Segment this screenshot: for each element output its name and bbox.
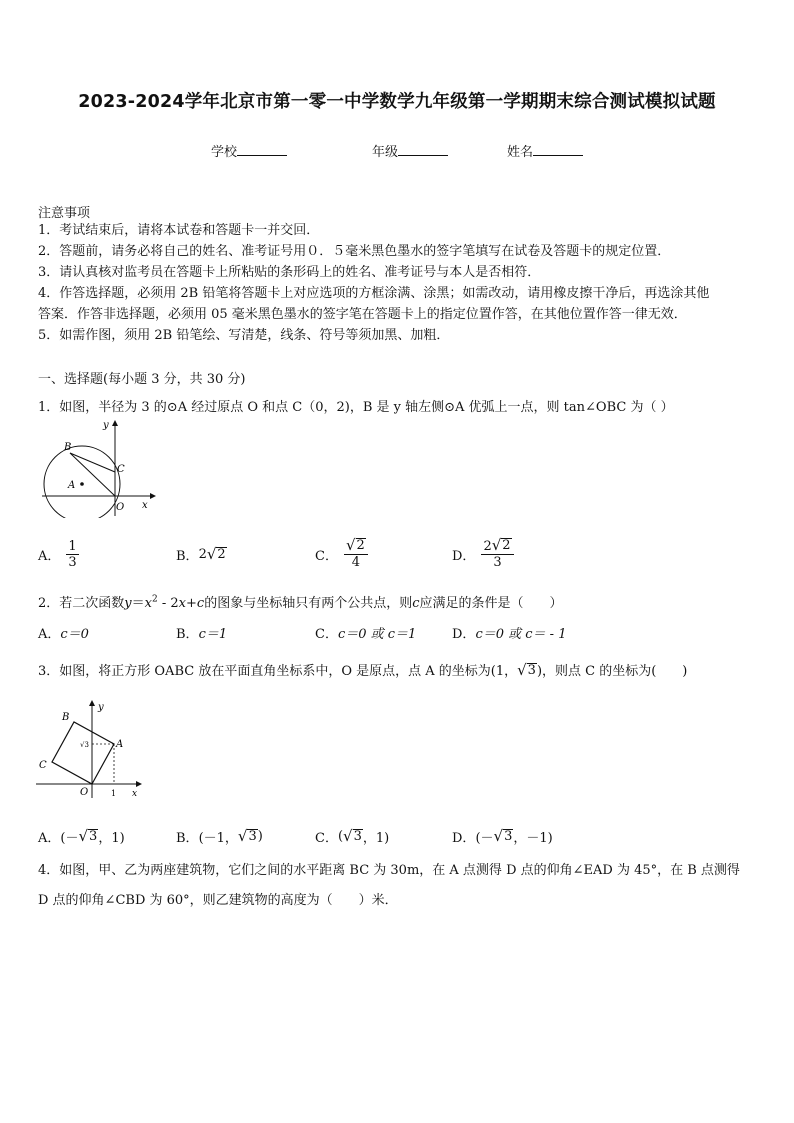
radicand: 3 [248,829,257,844]
grade-label: 年级 [372,145,399,160]
square-oabc [52,722,114,784]
q3-post: )，则点 C 的坐标为( ) [536,664,688,679]
radicand: 2 [502,538,511,553]
q2-x: x [144,596,152,611]
question-3-figure [34,698,144,800]
choice-letter: D． [452,548,476,564]
fraction [481,538,513,570]
choice-d[interactable] [452,816,553,856]
choice-d[interactable] [452,612,566,652]
q2-post-end: 应满足的条件是（ ） [419,596,563,611]
notice-item: 1．考试结束后，请将本试卷和答题卡一并交回． [38,223,320,238]
choice-letter: B． [176,830,199,846]
question-1-figure [38,418,158,518]
choice-c[interactable] [315,816,389,856]
label-x: x [142,500,148,511]
notice-item: 3．请认真核对监考员在答题卡上所粘贴的条形码上的姓名、准考证号与本人是否相符． [38,265,541,280]
choice-pre: ( [337,828,344,844]
choice-pre: (－ [475,830,494,846]
y-axis-arrow [112,420,118,426]
denominator: 3 [493,555,502,570]
question-3-text [38,660,687,679]
school-label: 学校 [211,145,238,160]
radicand: 3 [527,663,536,678]
label-x: x [132,789,138,799]
sqrt: √ 3 [517,661,536,679]
radicand: 2 [217,547,226,562]
question-2-text [38,592,563,611]
q3-pre: 3．如图，将正方形 OABC 放在平面直角坐标系中，O 是原点，点 A 的坐标为(1， [38,664,518,679]
circle-a [44,446,120,518]
x-axis-arrow [136,781,142,787]
notice-item: 答案．作答非选择题，必须用 05 毫米黑色墨水的签字笔在答题卡上的指定位置作答，在其他位置作答一律无效． [38,307,687,322]
q2-mid: - 2 [157,596,179,611]
q2-plus: + [186,596,197,611]
school-blank [237,143,287,156]
page-title: 2023-2024学年北京市第一零一中学数学九年级第一学期期末综合测试模拟试题 [78,92,716,112]
choice-c[interactable] [315,612,416,652]
label-y: y [98,702,104,713]
x-axis-arrow [150,493,156,499]
question-4-line-2: D 点的仰角∠CBD 为 60°，则乙建筑物的高度为（ ）米． [38,893,398,908]
label-c: C [117,464,125,475]
label-y: y [103,420,109,431]
choice-a[interactable] [38,612,89,652]
notice-item: 2．答题前，请务必将自己的姓名、准考证号用０．５毫米黑色墨水的签字笔填写在试卷及答题卡的规定位置． [38,244,671,259]
choice-letter: D． [452,830,476,846]
sqrt: √ 3 [493,827,513,845]
choice-pre: (－1， [198,830,238,846]
q2-y: y [124,596,132,611]
choice-letter: D． [452,626,476,642]
numerator: 1 [68,538,77,554]
question-2-choices [38,612,758,652]
sqrt [207,547,227,561]
choice-letter: C． [315,626,338,642]
fraction [66,539,78,570]
radicand: 2 [356,538,365,553]
numerator: 2 √ 2 [481,538,513,555]
grade-field [372,141,448,160]
choice-letter: A． [38,626,61,642]
choice-text: c＝1 [198,626,228,642]
question-1-choices [38,534,758,574]
q2-pre: 2．若二次函数 [38,596,125,611]
choice-text: c＝0 或 c＝ - 1 [475,626,567,642]
choice-post: ，－1) [513,830,553,846]
question-3-choices [38,816,758,856]
choice-text: c＝0 [60,626,89,642]
notice-list [38,220,760,346]
choice-pre: (－ [60,830,79,846]
question-4-text [38,856,762,916]
choice-letter: A． [38,830,61,846]
choice-post: ，1) [362,830,390,846]
sqrt: √ 3 [343,827,362,845]
label-root3: √3 [80,741,89,749]
choice-text: c＝0 或 c＝1 [337,626,417,642]
q2-post-c: c [412,596,420,611]
q2-post: 的图象与坐标轴只有两个公共点，则 [204,596,413,611]
question-1-text: 1．如图，半径为 3 的⊙A 经过原点 O 和点 C（0，2)，B 是 y 轴左侧⊙A 优弧上一点，则 tan∠OBC 为（ ） [38,400,674,415]
choice-letter: C． [315,830,338,846]
fraction [344,538,368,570]
question-4-line-1: 4．如图，甲、乙为两座建筑物，它们之间的水平距离 BC 为 30m，在 A 点测得 D 点的仰角∠EAD 为 45°，在 B 点测得 [38,863,740,878]
q2-eq: ＝ [131,596,145,611]
radicand: 3 [504,829,513,844]
choice-a[interactable] [38,534,79,574]
center-point-a [80,482,84,486]
choice-b[interactable] [176,612,227,652]
denominator: 3 [68,554,77,570]
choice-post: ) [257,828,263,844]
choice-post: ，1) [98,830,125,846]
sqrt: √ 3 [237,827,257,845]
q2-exp: 2 [152,594,158,605]
label-o: O [80,787,89,798]
radicand: 3 [353,829,362,844]
label-b: B [64,442,72,453]
name-blank [533,143,583,156]
choice-letter: C． [315,548,338,564]
label-a: A [116,739,124,750]
label-b: B [62,712,70,723]
section-heading: 一、选择题(每小题 3 分，共 30 分) [38,372,246,387]
choice-letter: A． [38,548,61,564]
label-one: 1 [111,789,117,798]
denominator: 4 [351,555,361,570]
label-c: C [39,760,47,771]
name-label: 姓名 [507,145,534,160]
y-axis-arrow [89,700,95,706]
choice-letter: B． [176,626,199,642]
school-field [211,141,287,160]
choice-d[interactable] [452,534,514,574]
radicand: 3 [89,829,98,844]
segment-bo [70,453,115,496]
notice-item: 5．如需作图，须用 2B 铅笔绘、写清楚，线条、符号等须加黑、加粗． [38,328,450,343]
numerator: √ 2 [344,538,368,555]
q2-x2: x [178,596,187,611]
label-a: A [68,480,76,491]
coefficient: 2 [483,539,492,554]
choice-letter: B． [176,548,199,564]
choice-c[interactable] [315,534,368,574]
choice-a[interactable] [38,816,125,856]
sqrt: √ 3 [78,827,98,845]
name-field [507,141,583,160]
choice-b[interactable] [176,816,263,856]
choice-b[interactable] [176,534,227,574]
notice-item: 4．作答选择题，必须用 2B 铅笔将答题卡上对应选项的方框涂满、涂黑；如需改动，请用橡皮擦干净后，再选涂其他 [38,286,710,301]
radical-sign: √ [206,545,217,563]
grade-blank [398,143,448,156]
coefficient: 2 [198,546,207,562]
notice-heading: 注意事项 [38,206,91,221]
q2-c: c [196,596,205,611]
label-o: O [116,502,125,513]
